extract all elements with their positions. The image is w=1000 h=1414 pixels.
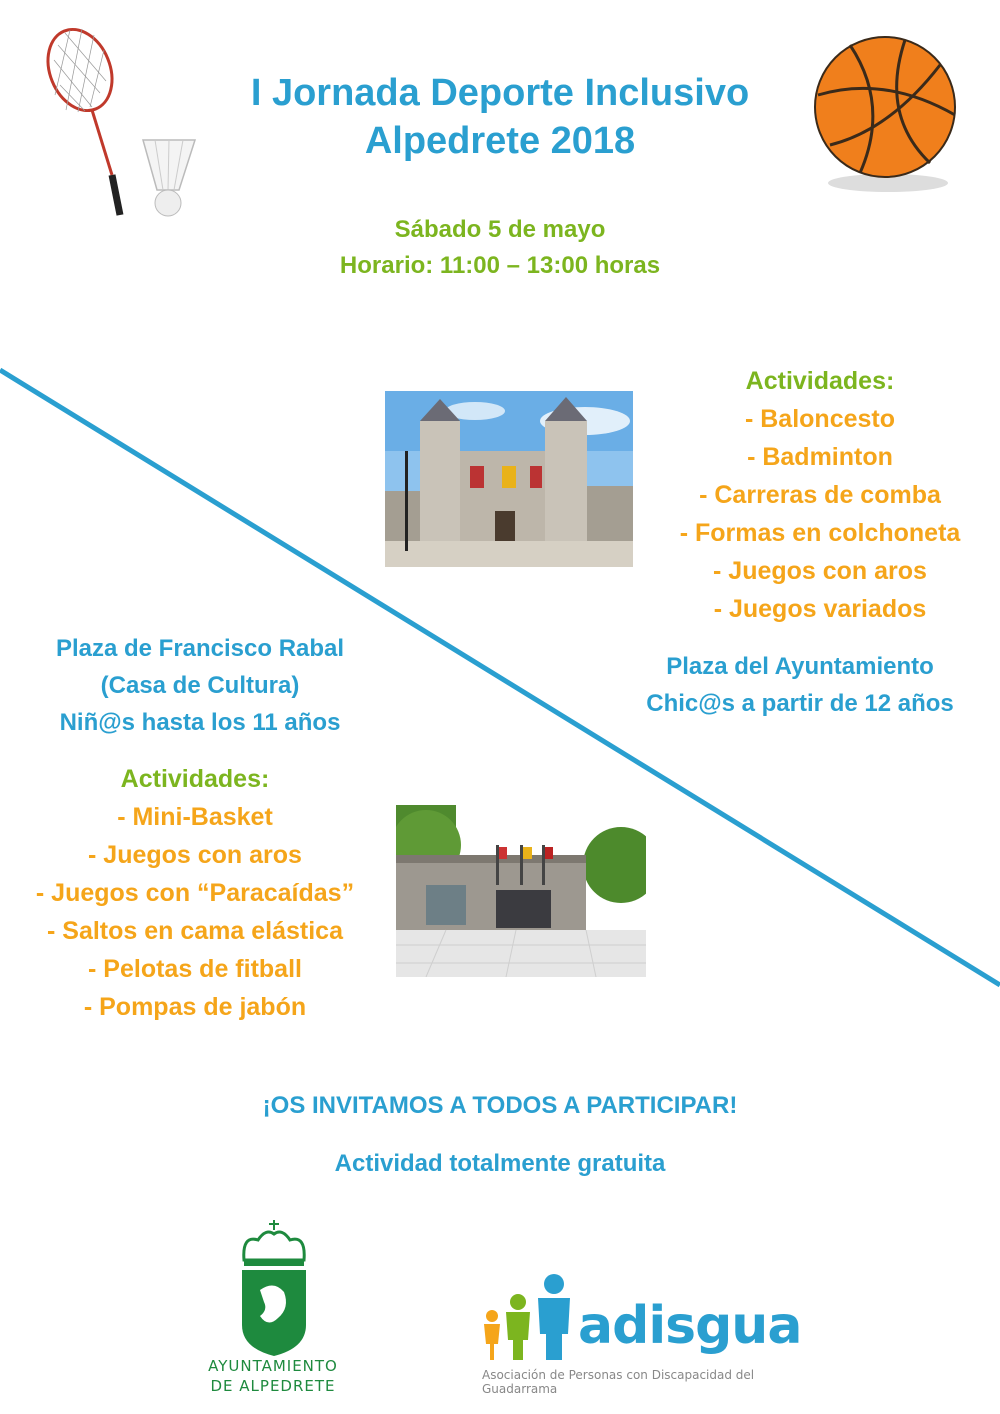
list-item: - Formas en colchoneta (679, 519, 961, 547)
ayuntamiento-line-2: DE ALPEDRETE (210, 1377, 336, 1395)
culture-house-photo (396, 805, 646, 977)
list-item: - Badminton (747, 443, 893, 471)
younger-activities (0, 760, 390, 1026)
town-hall-photo (385, 391, 633, 567)
adisgua-people-icon (480, 1272, 580, 1362)
list-item: - Juegos con “Paracaídas” (35, 879, 355, 907)
older-activities-heading: Actividades: (745, 367, 895, 395)
younger-audience: Niñ@s hasta los 11 años (59, 709, 341, 736)
list-item: - Mini-Basket (117, 803, 273, 831)
list-item: - Juegos con aros (88, 841, 302, 869)
ayuntamiento-line-1: AYUNTAMIENTO (208, 1357, 338, 1375)
older-audience: Chic@s a partir de 12 años (646, 690, 954, 717)
date-block (0, 212, 1000, 284)
older-activities (640, 362, 1000, 628)
list-item: - Baloncesto (744, 405, 896, 433)
younger-activities-heading: Actividades: (120, 765, 270, 793)
older-place-block (600, 648, 1000, 722)
ayuntamiento-crest-logo (238, 1220, 310, 1360)
older-place: Plaza del Ayuntamiento (666, 653, 934, 680)
list-item: - Saltos en cama elástica (47, 917, 343, 945)
younger-place-note: (Casa de Cultura) (100, 672, 300, 699)
title-line-1: I Jornada Deporte Inclusivo (250, 72, 750, 114)
poster-title (0, 70, 1000, 165)
invitation-text: ¡OS INVITAMOS A TODOS A PARTICIPAR! (262, 1092, 738, 1119)
list-item: - Juegos con aros (713, 557, 927, 585)
title-line-2: Alpedrete 2018 (364, 119, 636, 162)
list-item: - Juegos variados (713, 595, 927, 623)
younger-place: Plaza de Francisco Rabal (55, 635, 345, 662)
list-item: - Carreras de comba (699, 481, 941, 509)
ayuntamiento-name (188, 1356, 358, 1396)
event-date: Sábado 5 de mayo (394, 216, 606, 243)
adisgua-name: adisgua (578, 1296, 802, 1356)
list-item: - Pompas de jabón (83, 993, 307, 1021)
younger-place-block (0, 630, 400, 741)
free-note: Actividad totalmente gratuita (334, 1150, 666, 1177)
event-schedule: Horario: 11:00 – 13:00 horas (339, 252, 661, 279)
list-item: - Pelotas de fitball (88, 955, 302, 983)
adisgua-subtitle: Asociación de Personas con Discapacidad del Guadarrama (482, 1368, 755, 1396)
